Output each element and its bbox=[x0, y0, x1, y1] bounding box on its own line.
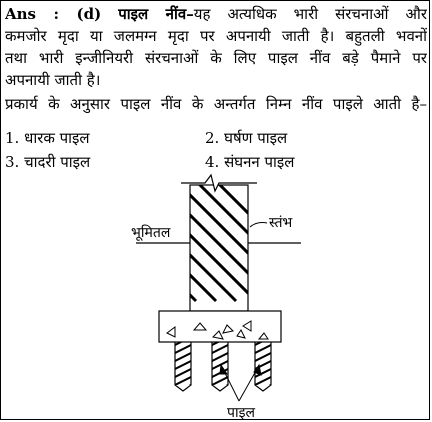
answer-term: पाइल नींव– bbox=[118, 5, 194, 23]
answer-line-3: तथा भारी इन्जीनियरी संरचनाओं के लिए पाइल नींव बड़े पैमाने पर bbox=[5, 49, 427, 67]
answer-line-2: कमजोर मृदा या जलमग्न मृदा पर अपनायी जाती है। बहुतली भवनों bbox=[5, 27, 427, 45]
pile-3 bbox=[251, 335, 275, 395]
answer-line-5: प्रकार्य के अनुसार पाइल नींव के अन्तर्गत निम्न नींव पाइले आती है– bbox=[5, 95, 427, 113]
pile-foundation-diagram bbox=[1, 171, 431, 421]
type-item-4: 4. संघनन पाइल bbox=[205, 153, 295, 171]
answer-line-1 bbox=[5, 3, 427, 25]
pile-2 bbox=[208, 335, 232, 395]
column-label: स्तंभ bbox=[269, 215, 293, 231]
answer-prefix: Ans : (d) bbox=[5, 5, 102, 23]
type-item-1: 1. धारक पाइल bbox=[5, 129, 90, 147]
pile-1 bbox=[171, 335, 195, 395]
answer-line-4: अपनायी जाती है। bbox=[5, 71, 101, 89]
ground-label: भूमितल bbox=[131, 225, 171, 241]
type-item-2: 2. घर्षण पाइल bbox=[205, 129, 288, 147]
pile-label: पाइल bbox=[227, 405, 255, 421]
column-label-pointer bbox=[250, 223, 267, 228]
answer-text-1: यह अत्यधिक भारी संरचनाओं और bbox=[193, 5, 427, 23]
pile-cap bbox=[159, 311, 281, 342]
type-item-3: 3. चादरी पाइल bbox=[5, 153, 91, 171]
